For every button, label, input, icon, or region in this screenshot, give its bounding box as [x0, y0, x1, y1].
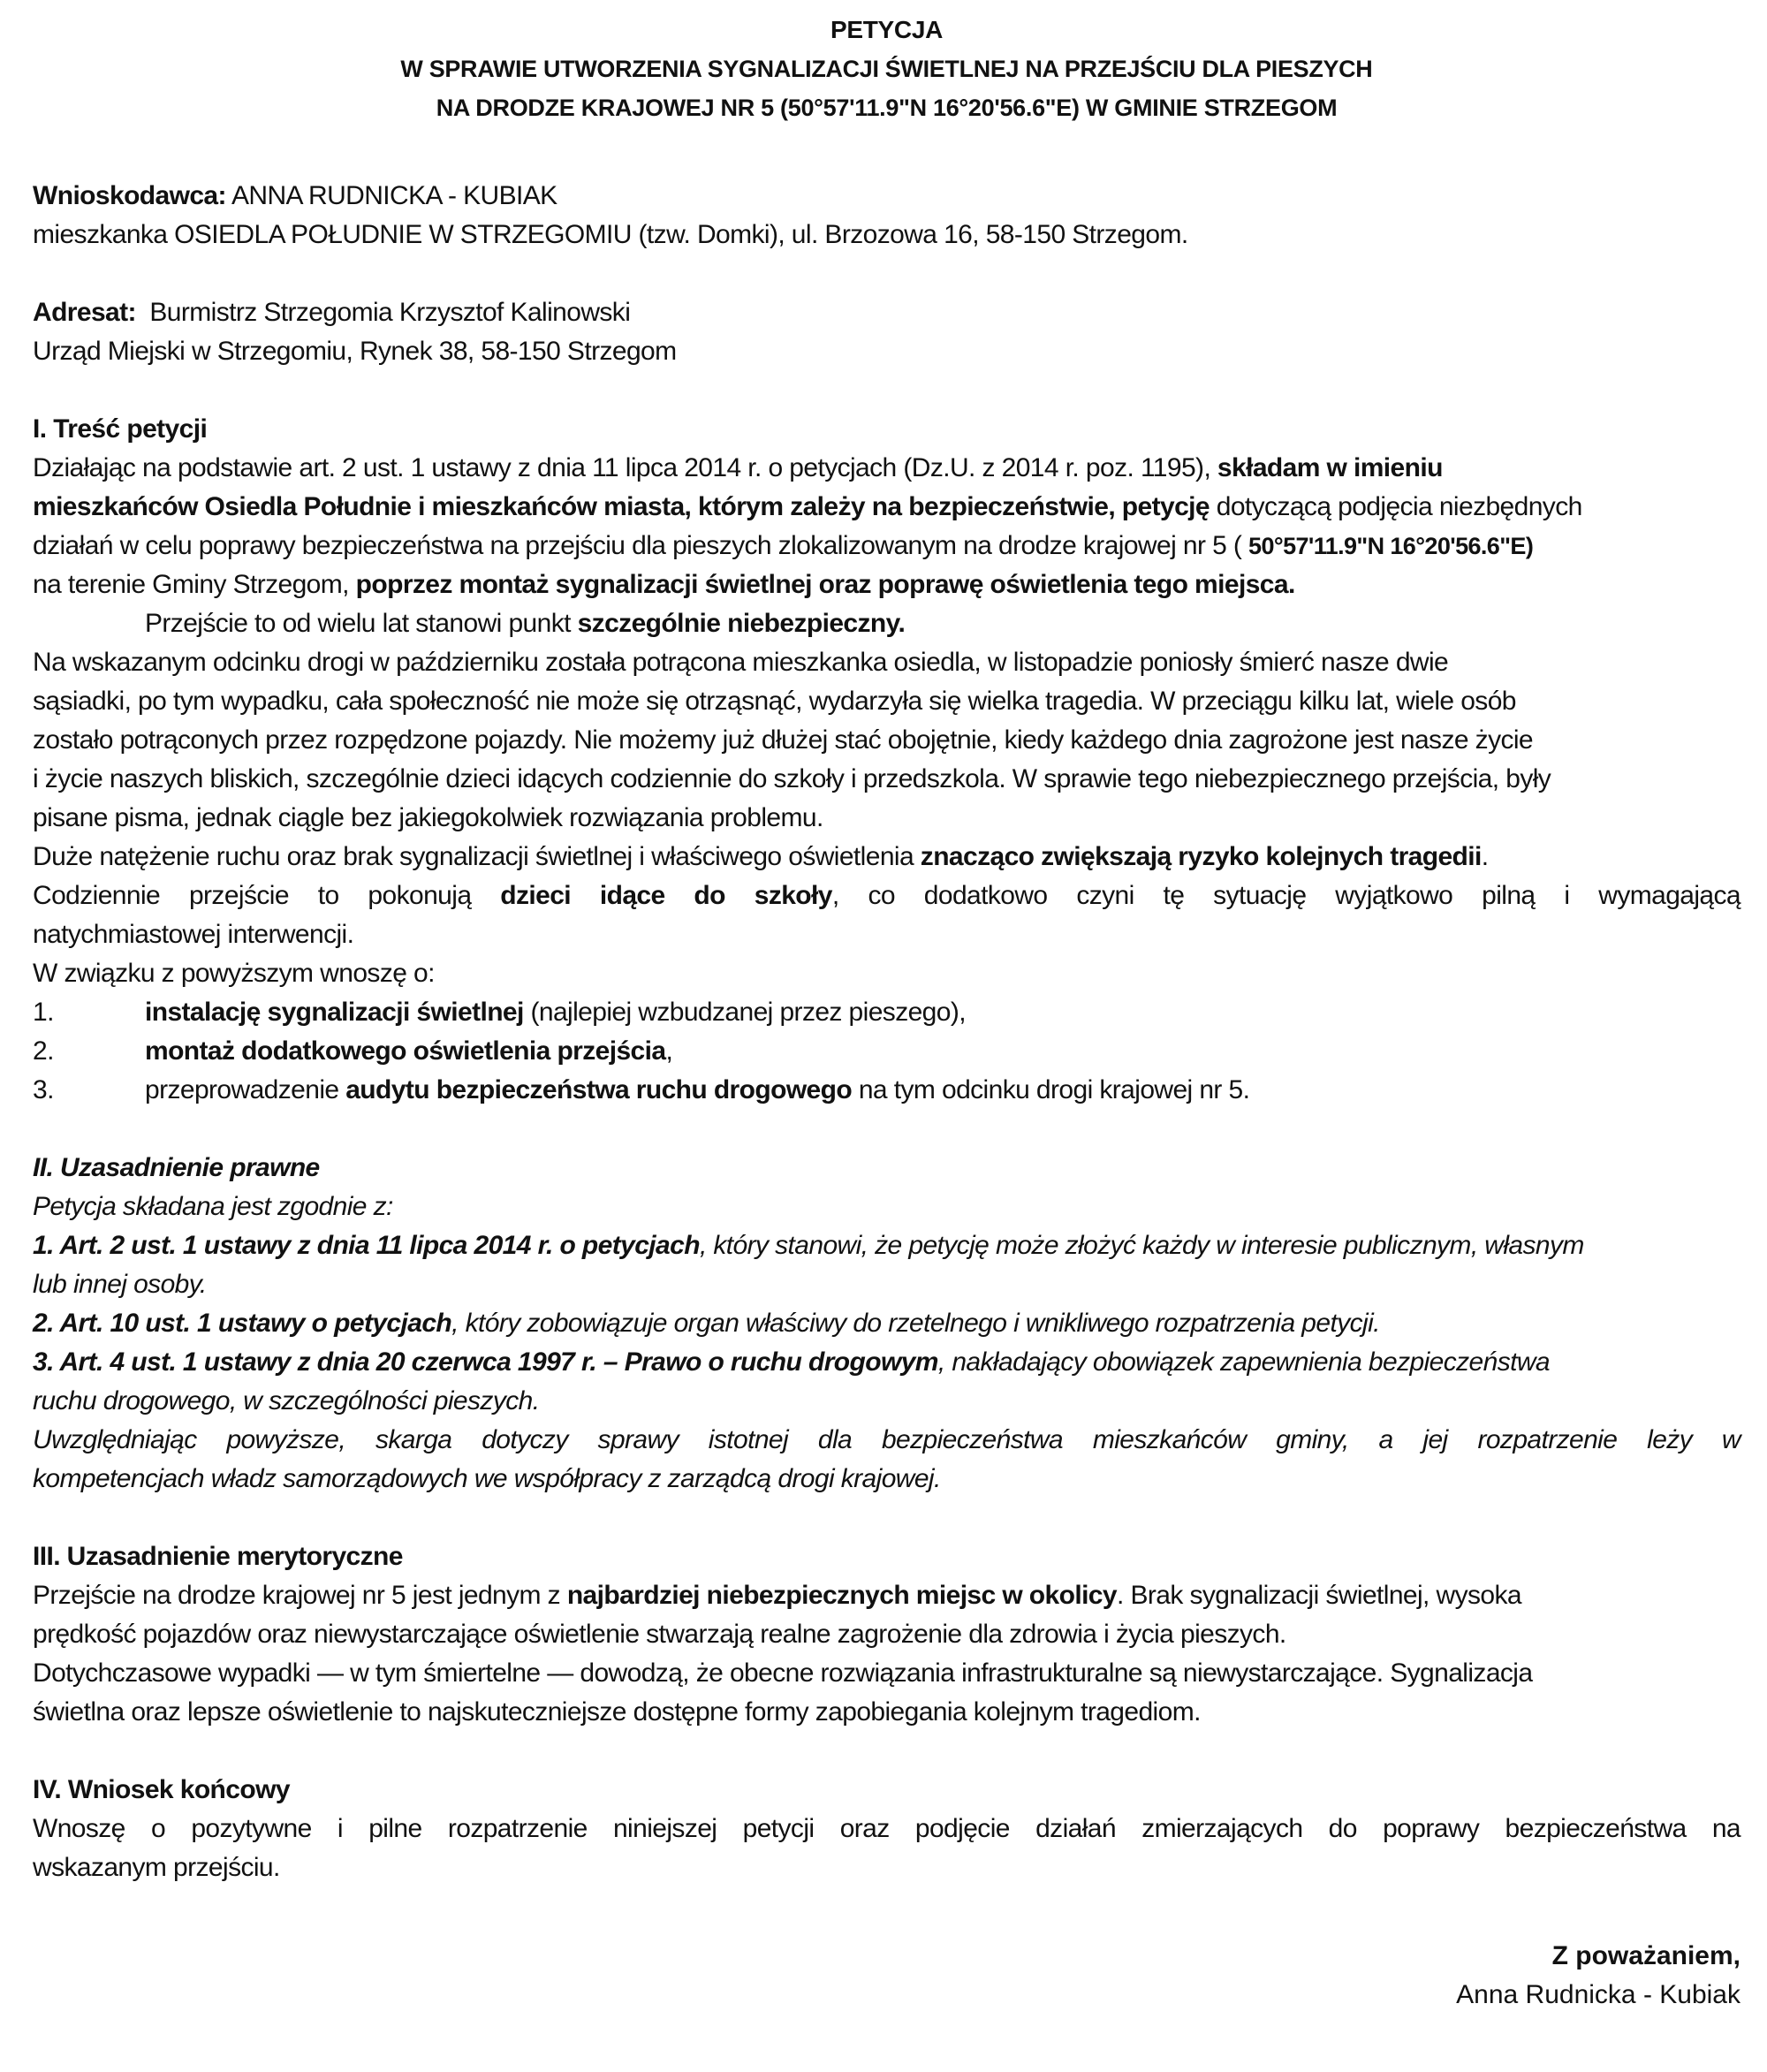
- section-1-heading: I. Treść petycji: [33, 414, 208, 444]
- text-span: , nakładający obowiązek zapewnienia bezpieczeństwa: [937, 1347, 1550, 1377]
- text-span: na terenie Gminy Strzegom,: [33, 570, 356, 599]
- legal-item-continuation: ruchu drogowego, w szczególności pieszych.: [33, 1386, 540, 1415]
- signature-greeting: Z poważaniem,: [1551, 1941, 1740, 1970]
- section-legal-basis: [33, 1149, 1740, 1499]
- addressee-label: Adresat:: [33, 298, 136, 327]
- bold-span: montaż dodatkowego oświetlenia przejścia: [145, 1036, 666, 1066]
- legal-item: [33, 1304, 1740, 1343]
- list-number: 3.: [33, 1075, 54, 1104]
- list-text: [145, 1071, 1249, 1110]
- bold-span: 3. Art. 4 ust. 1 ustawy z dnia 20 czerwca 1997 r. – Prawo o ruchu drogowym: [33, 1347, 938, 1377]
- coordinates-bold: 50°57'11.9"N 16°20'56.6"E): [1248, 533, 1534, 559]
- document-title-block: [33, 0, 1740, 127]
- list-number: 2.: [33, 1036, 54, 1066]
- section-substantive-justification: [33, 1537, 1740, 1732]
- applicant-line: [33, 177, 1740, 216]
- section-1-line: natychmiastowej interwencji.: [33, 920, 354, 949]
- text-span: . Brak sygnalizacji świetlnej, wysoka: [1116, 1581, 1521, 1610]
- document-subtitle-line-1: W SPRAWIE UTWORZENIA SYGNALIZACJI ŚWIETLNEJ NA PRZEJŚCIU DLA PIESZYCH: [400, 56, 1373, 82]
- bold-span: audytu bezpieczeństwa ruchu drogowego: [345, 1075, 853, 1104]
- spacer: [33, 1499, 1740, 1537]
- text-span: Przejście to od wielu lat stanowi punkt: [145, 609, 578, 638]
- bold-span: 2. Art. 10 ust. 1 ustawy o petycjach: [33, 1309, 452, 1338]
- section-4-heading: IV. Wniosek końcowy: [33, 1775, 290, 1804]
- applicant-block: [33, 177, 1740, 254]
- list-text: [145, 1032, 672, 1071]
- text-span: Codziennie przejście to pokonują: [33, 881, 501, 910]
- bold-span: mieszkańców Osiedla Południe i mieszkańców miasta, którym zależy na bezpieczeństwie, petycję: [33, 492, 1210, 521]
- text-span: ,: [665, 1036, 673, 1066]
- signature-name: Anna Rudnicka - Kubiak: [1456, 1980, 1740, 2009]
- signature-block: [1456, 1937, 1740, 2015]
- section-1-line: [33, 877, 1740, 915]
- bold-span: 1. Art. 2 ust. 1 ustawy z dnia 11 lipca 2014 r. o petycjach: [33, 1231, 700, 1260]
- spacer: [33, 254, 1740, 293]
- section-1-line: Na wskazanym odcinku drogi w październiku została potrącona mieszkanka osiedla, w listopadzie poniosły śmierć nasze dwie: [33, 648, 1449, 677]
- section-1-line: zostało potrąconych przez rozpędzone pojazdy. Nie możemy już dłużej stać obojętnie, kiedy każdego dnia zagrożone jest nasze życie: [33, 725, 1534, 755]
- bold-span: najbardziej niebezpiecznych miejsc w okolicy: [566, 1581, 1117, 1610]
- text-span: (najlepiej wzbudzanej przez pieszego),: [523, 998, 966, 1027]
- applicant-label: Wnioskodawca:: [33, 181, 226, 210]
- list-text: [145, 993, 966, 1032]
- bold-span: instalację sygnalizacji świetlnej: [145, 998, 524, 1027]
- section-1-line: pisane pisma, jednak ciągle bez jakiegokolwiek rozwiązania problemu.: [33, 803, 823, 832]
- section-4-line: wskazanym przejściu.: [33, 1853, 280, 1882]
- section-1-line: [33, 604, 1740, 643]
- addressee-name: Burmistrz Strzegomia Krzysztof Kalinowski: [135, 298, 631, 327]
- section-3-line: świetlna oraz lepsze oświetlenie to najskuteczniejsze dostępne formy zapobiegania kolejnym tragediom.: [33, 1697, 1201, 1727]
- section-1-line: [33, 488, 1740, 527]
- text-span: , który stanowi, że petycję może złożyć każdy w interesie publicznym, własnym: [699, 1231, 1584, 1260]
- request-list-item: [33, 993, 1740, 1032]
- section-3-line: prędkość pojazdów oraz niewystarczające oświetlenie stwarzają realne zagrożenie dla zdrowia i życia pieszych.: [33, 1620, 1286, 1649]
- addressee-address: Urząd Miejski w Strzegomiu, Rynek 38, 58-150 Strzegom: [33, 337, 677, 366]
- spacer: [33, 1110, 1740, 1149]
- text-span: Działając na podstawie art. 2 ust. 1 ustawy z dnia 11 lipca 2014 r. o petycjach (Dz.U. z 2014 r. poz. 1195),: [33, 453, 1217, 482]
- section-1-line: sąsiadki, po tym wypadku, cała społeczność nie może się otrząsnąć, wydarzyła się wielka tragedia. W przeciągu kilku lat, wiele osób: [33, 687, 1516, 716]
- spacer: [33, 371, 1740, 410]
- request-intro: W związku z powyższym wnoszę o:: [33, 959, 435, 988]
- spacer: [33, 127, 1740, 177]
- bold-span: znacząco zwiększają ryzyko kolejnych tragedii: [920, 842, 1482, 871]
- section-1-line: [33, 565, 1740, 604]
- section-3-heading: III. Uzasadnienie merytoryczne: [33, 1542, 403, 1571]
- list-number: 1.: [33, 998, 54, 1027]
- text-span: , który zobowiązuje organ właściwy do rzetelnego i wnikliwego rozpatrzenia petycji.: [451, 1309, 1380, 1338]
- section-2-conclusion-line: kompetencjach władz samorządowych we współpracy z zarządcą drogi krajowej.: [33, 1464, 941, 1493]
- addressee-block: [33, 293, 1740, 371]
- applicant-name: ANNA RUDNICKA - KUBIAK: [225, 181, 557, 210]
- applicant-address: mieszkanka OSIEDLA POŁUDNIE W STRZEGOMIU (tzw. Domki), ul. Brzozowa 16, 58-150 Strzegom.: [33, 220, 1188, 249]
- section-petition-content: [33, 410, 1740, 1110]
- bold-span: składam w imieniu: [1217, 453, 1443, 482]
- text-span: dotyczącą podjęcia niezbędnych: [1210, 492, 1582, 521]
- text-span: , co dodatkowo czyni tę sytuację wyjątkowo pilną i wymagającą: [831, 881, 1741, 910]
- legal-item: [33, 1343, 1740, 1382]
- section-final-request: [33, 1771, 1740, 1887]
- bold-span: szczególnie niebezpieczny.: [577, 609, 906, 638]
- text-span: .: [1481, 842, 1489, 871]
- section-2-intro: Petycja składana jest zgodnie z:: [33, 1192, 393, 1221]
- section-3-line: [33, 1576, 1740, 1615]
- document-subtitle-line-2: NA DRODZE KRAJOWEJ NR 5 (50°57'11.9"N 16°20'56.6"E) W GMINIE STRZEGOM: [436, 95, 1338, 121]
- text-span: na tym odcinku drogi krajowej nr 5.: [852, 1075, 1250, 1104]
- section-1-line: [33, 527, 1740, 565]
- text-span: działań w celu poprawy bezpieczeństwa na przejściu dla pieszych zlokalizowanym na drodze krajowej nr 5 (: [33, 531, 1249, 560]
- request-list-item: [33, 1071, 1740, 1110]
- text-span: Duże natężenie ruchu oraz brak sygnalizacji świetlnej i właściwego oświetlenia: [33, 842, 921, 871]
- bold-span: dzieci idące do szkoły: [500, 881, 832, 910]
- legal-item: [33, 1226, 1740, 1265]
- legal-item-continuation: lub innej osoby.: [33, 1270, 207, 1299]
- text-span: przeprowadzenie: [145, 1075, 346, 1104]
- section-4-line: Wnoszę o pozytywne i pilne rozpatrzenie niniejszej petycji oraz podjęcie działań zmierzających do poprawy bezpieczeństwa na: [33, 1814, 1740, 1843]
- bold-span: poprzez montaż sygnalizacji świetlnej oraz poprawę oświetlenia tego miejsca.: [355, 570, 1295, 599]
- section-1-line: [33, 449, 1740, 488]
- section-2-heading: II. Uzasadnienie prawne: [33, 1153, 320, 1182]
- text-span: Przejście na drodze krajowej nr 5 jest jednym z: [33, 1581, 567, 1610]
- spacer: [33, 1732, 1740, 1771]
- document-title: PETYCJA: [830, 16, 944, 43]
- section-3-line: Dotychczasowe wypadki — w tym śmiertelne — dowodzą, że obecne rozwiązania infrastrukturalne są niewystarczające. Sygnalizacja: [33, 1658, 1533, 1688]
- section-1-line: i życie naszych bliskich, szczególnie dzieci idących codziennie do szkoły i przedszkola. W sprawie tego niebezpiecznego przejścia, były: [33, 764, 1551, 793]
- addressee-line: [33, 293, 1740, 332]
- section-2-conclusion-line: Uwzględniając powyższe, skarga dotyczy sprawy istotnej dla bezpieczeństwa mieszkańców gminy, a jej rozpatrzenie leży w: [33, 1425, 1740, 1454]
- section-1-line: [33, 838, 1740, 877]
- request-list-item: [33, 1032, 1740, 1071]
